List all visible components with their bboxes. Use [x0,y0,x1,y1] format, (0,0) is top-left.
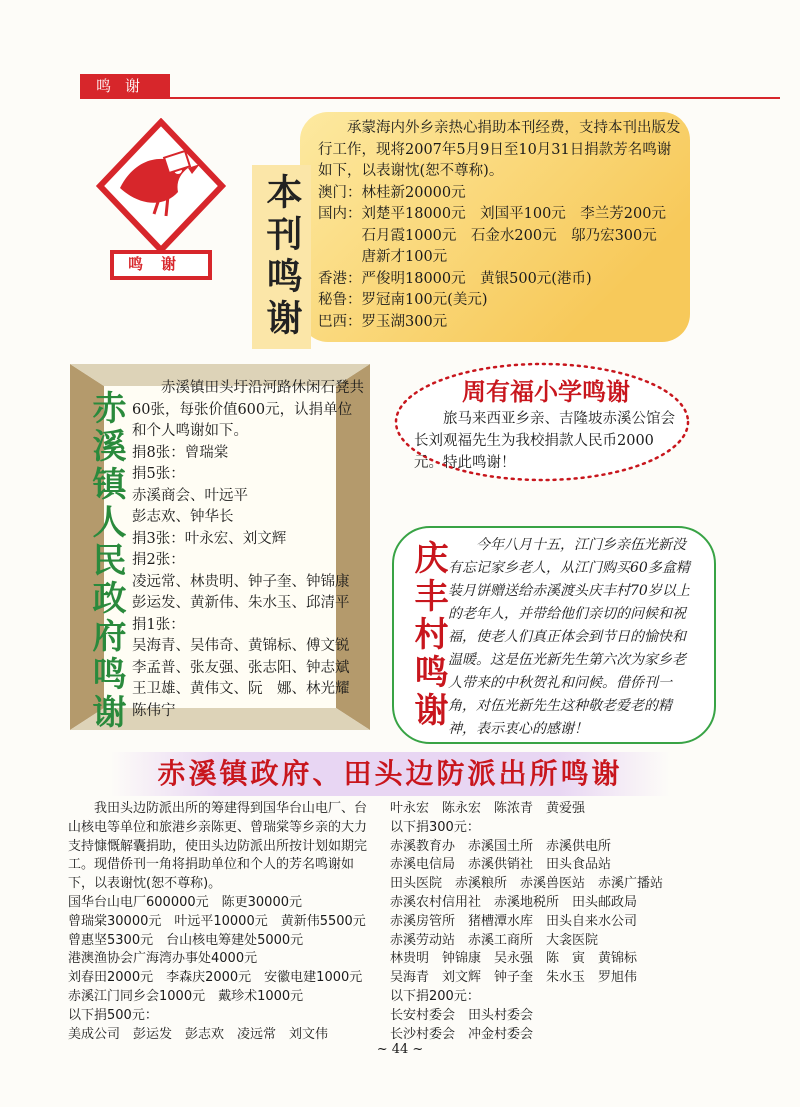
bottom-right-line: 赤溪房管所 猪槽潭水库 田头自来水公司 [390,913,638,929]
bottom-left-line: 美成公司 彭运发 彭志欢 凌远常 刘文伟 [68,1026,329,1042]
left-line: 捐5张： [132,466,185,482]
header-divider [80,97,780,99]
top-line: 国内：刘楚平18000元 刘国平100元 李兰芳200元 [318,206,666,222]
bottom-right-line: 田头医院 赤溪粮所 赤溪兽医站 赤溪广播站 [390,876,664,892]
bottom-left-line: 国华台山电厂600000元 陈更30000元 [68,894,302,910]
section-tag: 鸣谢 [80,74,170,98]
bottom-right-line: 以下捐200元： [390,988,480,1004]
top-line: 石月霞1000元 石金水200元 邬乃宏300元 [318,227,657,244]
left-line: 彭运发、黄新伟、朱水玉、邱清平 [132,595,350,611]
bottom-left-line: 山核电等单位和旅港乡亲陈更、曾瑞棠等乡亲的大力 [68,819,368,835]
bottom-left-line: 刘春田2000元 李森庆2000元 安徽电建1000元 [68,970,363,986]
bottom-right-line: 赤溪农村信用社 赤溪地税所 田头邮政局 [390,894,638,910]
bottom-left-line: 曾瑞棠30000元 叶远平10000元 黄新伟5500元 [68,913,366,929]
top-vertical-title: 本刊鸣谢 [252,165,311,349]
left-line: 李孟普、张友强、张志阳、钟志斌 [132,659,350,676]
left-line: 捐1张： [132,616,185,633]
bottom-right-line: 赤溪教育办 赤溪国土所 赤溪供电所 [390,838,612,854]
left-vertical-title: 赤溪镇人民政府鸣谢 [86,390,126,732]
page-number: ~ 44 ~ [376,1042,424,1057]
logo-label: 鸣谢 [127,255,194,273]
bottom-left-line: 赤溪江门同乡会1000元 戴珍术1000元 [68,988,304,1004]
top-line: 承蒙海内外乡亲热心捐助本刊经费，支持本刊出版发行工作，现将2007年5月9日至10月31日捐款芳名鸣谢如下，以表谢忱(恕不尊称)。 [318,120,681,179]
bottom-right-line: 赤溪电信局 赤溪供销社 田头食品站 [390,857,612,873]
bottom-right-line: 林贵明 钟锦康 吴永强 陈 寅 黄锦标 [390,951,638,967]
left-line: 陈伟宁 [132,702,176,719]
zhou-title: 周有福小学鸣谢 [462,378,630,406]
bottom-right-line: 长沙村委会 冲金村委会 [390,1026,534,1042]
left-line: 凌远常、林贵明、钟子奎、钟锦康 [132,573,350,590]
left-line: 王卫雄、黄伟文、阮 娜、林光耀 [132,681,350,697]
top-line: 秘鲁：罗冠南100元(美元) [318,292,488,308]
left-donor-list [132,378,364,722]
bottom-right-line: 吴海青 刘文辉 钟子奎 朱水玉 罗旭伟 [390,970,638,986]
bottom-right-line: 以下捐300元： [390,819,480,835]
left-line: 赤溪镇田头圩沿河路休闲石凳共60张，每张价值600元，认捐单位和个人鸣谢如下。 [132,380,364,439]
left-line: 捐8张：曾瑞棠 [132,444,229,461]
top-line: 澳门：林桂新20000元 [318,184,466,201]
qing-text: 今年八月十五，江门乡亲伍光新没有忘记家乡老人，从江门购买60多盒精装月饼赠送给赤溪渡头庆丰村70岁以上的老年人，并带给他们亲切的问候和祝福，使老人们真正体会到节日的愉快和温暖。这是伍光新先生第六次为家乡老人带来的中秋贺礼和问候。借侨刊一角，对伍光新先生这种敬老爱老的精神，表示衷心的感谢！ [448,537,690,737]
zhou-text: 旅马来西亚乡亲、吉隆坡赤溪公馆会长刘观福先生为我校捐款人民币2000元。特此鸣谢！ [414,411,675,471]
qing-vertical-title: 庆丰村鸣谢 [408,540,448,730]
left-line: 赤溪商会、叶远平 [132,487,248,504]
bottom-left-line: 下，以表谢忱(恕不尊称)。 [68,876,222,892]
bottom-left-line: 曾惠坚5300元 台山核电筹建处5000元 [68,932,304,948]
left-line: 捐2张： [132,552,185,568]
bottom-right-list [390,800,690,1044]
bottom-left-list [68,800,378,1044]
left-line: 吴海青、吴伟奇、黄锦标、傅文锐 [132,638,350,654]
top-line: 唐新才100元 [318,249,448,265]
bottom-title: 赤溪镇政府、田头边防派出所鸣谢 [110,752,670,796]
bottom-right-line: 赤溪劳动站 赤溪工商所 大衾医院 [390,932,599,948]
top-line: 巴西：罗玉湖300元 [318,313,448,330]
bottom-left-line: 工。现借侨刊一角将捐助单位和个人的芳名鸣谢如 [68,857,355,873]
top-donor-list [318,118,684,333]
bottom-right-line: 叶永宏 陈永宏 陈浓青 黄爱强 [390,801,586,816]
bottom-left-line: 港澳渔协会广海湾办事处4000元 [68,951,258,967]
left-line: 彭志欢、钟华长 [132,509,234,525]
top-line: 香港：严俊明18000元 黄银500元(港币) [318,270,592,287]
bottom-left-line: 支持慷慨解囊捐助，使田头边防派出所按计划如期完 [68,838,368,854]
bottom-left-line: 以下捐500元： [68,1007,158,1023]
bottom-left-line: 我田头边防派出所的筹建得到国华台山电厂、台 [68,801,368,816]
left-line: 捐3张：叶永宏、刘文辉 [132,530,287,547]
bottom-right-line: 长安村委会 田头村委会 [390,1007,534,1023]
